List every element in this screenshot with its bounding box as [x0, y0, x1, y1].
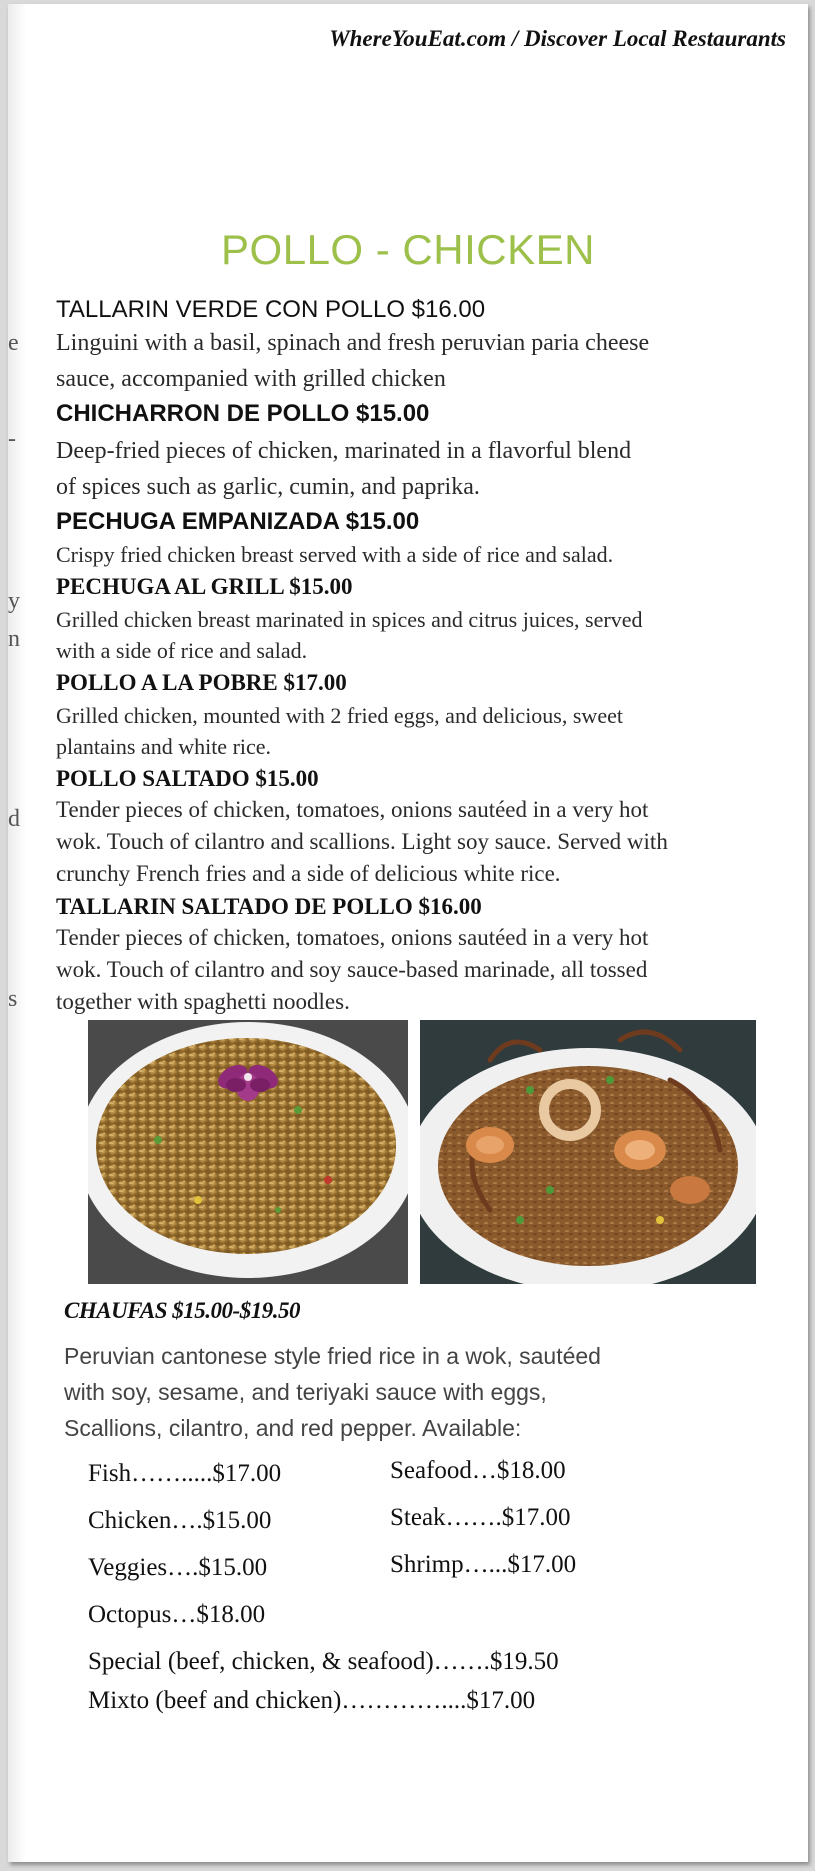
menu-item [56, 399, 796, 505]
item-desc-line: Linguini with a basil, spinach and fresh peruvian paria cheese [56, 330, 650, 356]
site-header: WhereYouEat.com / Discover Local Restaurants [329, 26, 786, 51]
edge-fragment: n [8, 626, 20, 652]
chaufas-desc-line: with soy, sesame, and teriyaki sauce with eggs, [64, 1379, 547, 1405]
chaufas-title: CHAUFAS $15.00-$19.50 [64, 1298, 300, 1323]
chaufa-option-seafood: Seafood…$18.00 [390, 1457, 566, 1484]
item-desc-line: plantains and white rice. [56, 734, 272, 759]
edge-fragment: - [8, 426, 16, 452]
item-desc-line: of spices such as garlic, cumin, and paprika. [56, 474, 480, 500]
chaufa-option-shrimp: Shrimp…...$17.00 [390, 1551, 577, 1578]
chaufa-option-fish: Fish…….....$17.00 [88, 1460, 282, 1487]
edge-fragment: y [8, 588, 20, 614]
item-desc-line: wok. Touch of cilantro and scallions. Light soy sauce. Served with [56, 829, 668, 854]
item-desc-line: together with spaghetti noodles. [56, 989, 350, 1014]
section-title: POLLO - CHICKEN [221, 226, 595, 273]
item-name: TALLARIN SALTADO DE POLLO $16.00 [56, 894, 482, 919]
item-name: PECHUGA AL GRILL $15.00 [56, 574, 353, 599]
chaufas-desc-line: Peruvian cantonese style fried rice in a wok, sautéed [64, 1343, 601, 1369]
item-desc-line: wok. Touch of cilantro and soy sauce-based marinade, all tossed [56, 957, 648, 982]
item-desc-line: Grilled chicken, mounted with 2 fried eggs, and delicious, sweet [56, 703, 623, 728]
item-name: POLLO SALTADO $15.00 [56, 766, 319, 791]
chaufa-option-veggies: Veggies….$15.00 [88, 1554, 268, 1581]
item-desc-line: Grilled chicken breast marinated in spices and citrus juices, served [56, 607, 643, 632]
edge-fragment: s [8, 986, 18, 1012]
item-desc-line: crunchy French fries and a side of delicious white rice. [56, 861, 561, 886]
item-desc-line: Tender pieces of chicken, tomatoes, onions sautéed in a very hot [56, 925, 649, 950]
item-name: PECHUGA EMPANIZADA $15.00 [56, 508, 420, 535]
edge-fragment: e [8, 330, 19, 356]
menu-item [56, 507, 796, 570]
menu-item [56, 295, 796, 397]
item-name: CHICHARRON DE POLLO $15.00 [56, 400, 430, 427]
chaufa-option-chicken: Chicken….$15.00 [88, 1507, 272, 1534]
chaufas-description [64, 1338, 704, 1446]
menu-item [56, 668, 796, 762]
chaufa-option-special: Special (beef, chicken, & seafood)…….$19.50 [88, 1648, 559, 1675]
edge-fragment: d [8, 806, 20, 832]
item-desc-line: Crispy fried chicken breast served with a side of rice and salad. [56, 542, 614, 567]
menu-item [56, 764, 796, 890]
item-desc-line: sauce, accompanied with grilled chicken [56, 366, 446, 392]
chaufa-option-steak: Steak…….$17.00 [390, 1504, 571, 1531]
menu-items [56, 295, 796, 1018]
chaufa-option-mixto: Mixto (beef and chicken)…………....$17.00 [88, 1687, 536, 1714]
fried-rice-plate-image [88, 1020, 408, 1284]
chaufa-photo [88, 1020, 408, 1284]
item-desc-line: Deep-fried pieces of chicken, marinated in a flavorful blend [56, 438, 632, 464]
item-name: POLLO A LA POBRE $17.00 [56, 670, 347, 695]
item-name: TALLARIN VERDE CON POLLO $16.00 [56, 296, 486, 323]
seafood-chaufa-photo [420, 1020, 756, 1284]
chaufas-desc-line: Scallions, cilantro, and red pepper. Available: [64, 1415, 522, 1441]
page-fold-edge [8, 4, 26, 1862]
chaufa-option-octopus: Octopus…$18.00 [88, 1601, 266, 1628]
menu-page [8, 4, 808, 1862]
item-desc-line: with a side of rice and salad. [56, 638, 308, 663]
menu-item [56, 892, 796, 1018]
item-desc-line: Tender pieces of chicken, tomatoes, onions sautéed in a very hot [56, 797, 649, 822]
seafood-rice-plate-image [420, 1020, 756, 1284]
menu-item [56, 572, 796, 666]
